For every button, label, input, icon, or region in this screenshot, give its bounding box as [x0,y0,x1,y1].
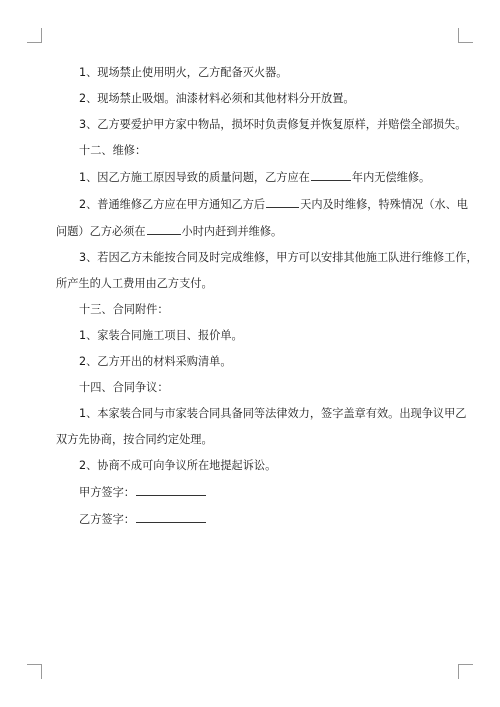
clause-repair-2-text-c: 问题）乙方必须在 [56,225,146,238]
signature-party-b-label: 乙方签字： [79,513,135,526]
attachment-1: 1、家装合同施工项目、报价单。 [79,329,243,342]
clause-repair-3-line1: 3、若因乙方未能按合同及时完成维修，甲方可以安排其他施工队进行维修工作， [79,251,478,264]
clause-repair-2-text-d: 小时内赶到并维修。 [181,225,283,238]
crop-mark-bottom-left [27,664,42,679]
dispute-1-line2: 双方先协商，按合同约定处理。 [56,433,213,446]
clause-repair-1-text-a: 1、因乙方施工原因导致的质量问题，乙方应在 [79,171,310,184]
crop-mark-top-right [458,28,473,43]
signature-party-b-field[interactable] [136,510,206,523]
clause-repair-3-line2: 所产生的人工费用由乙方支付。 [56,277,213,290]
clause-safety-3: 3、乙方要爱护甲方家中物品，损坏时负责修复并恢复原样，并赔偿全部损失。 [79,118,467,131]
blank-hours-field[interactable] [147,222,181,235]
blank-days-field[interactable] [266,195,299,208]
blank-years-field[interactable] [311,168,351,181]
attachment-2: 2、乙方开出的材料采购清单。 [79,355,232,368]
section-heading-12: 十二、维修： [79,144,147,157]
clause-repair-1 [56,168,444,187]
clause-repair-2-line1 [56,195,468,214]
dispute-1-line1: 1、本家装合同与市家装合同具备同等法律效力，签字盖章有效。出现争议甲乙 [79,407,467,420]
clause-repair-2-line2 [56,222,444,241]
clause-repair-1-text-b: 年内无偿维修。 [351,171,431,184]
signature-party-a-label: 甲方签字： [79,486,135,499]
clause-safety-2: 2、现场禁止吸烟。油漆材料必须和其他材料分开放置。 [79,92,355,105]
signature-party-a-field[interactable] [136,483,206,496]
clause-repair-2-text-b: 天内及时维修，特殊情况（水、电 [300,198,468,211]
signature-party-b [56,510,444,529]
section-heading-14: 十四、合同争议： [79,381,169,394]
crop-mark-bottom-right [458,664,473,679]
dispute-2: 2、协商不成可向争议所在地提起诉讼。 [79,459,277,472]
signature-party-a [56,483,444,502]
document-body [56,64,478,529]
clause-safety-1: 1、现场禁止使用明火，乙方配备灭火器。 [79,66,288,79]
crop-mark-top-left [27,28,42,43]
section-heading-13: 十三、合同附件： [79,303,169,316]
clause-repair-2-text-a: 2、普通维修乙方应在甲方通知乙方后 [79,198,266,211]
